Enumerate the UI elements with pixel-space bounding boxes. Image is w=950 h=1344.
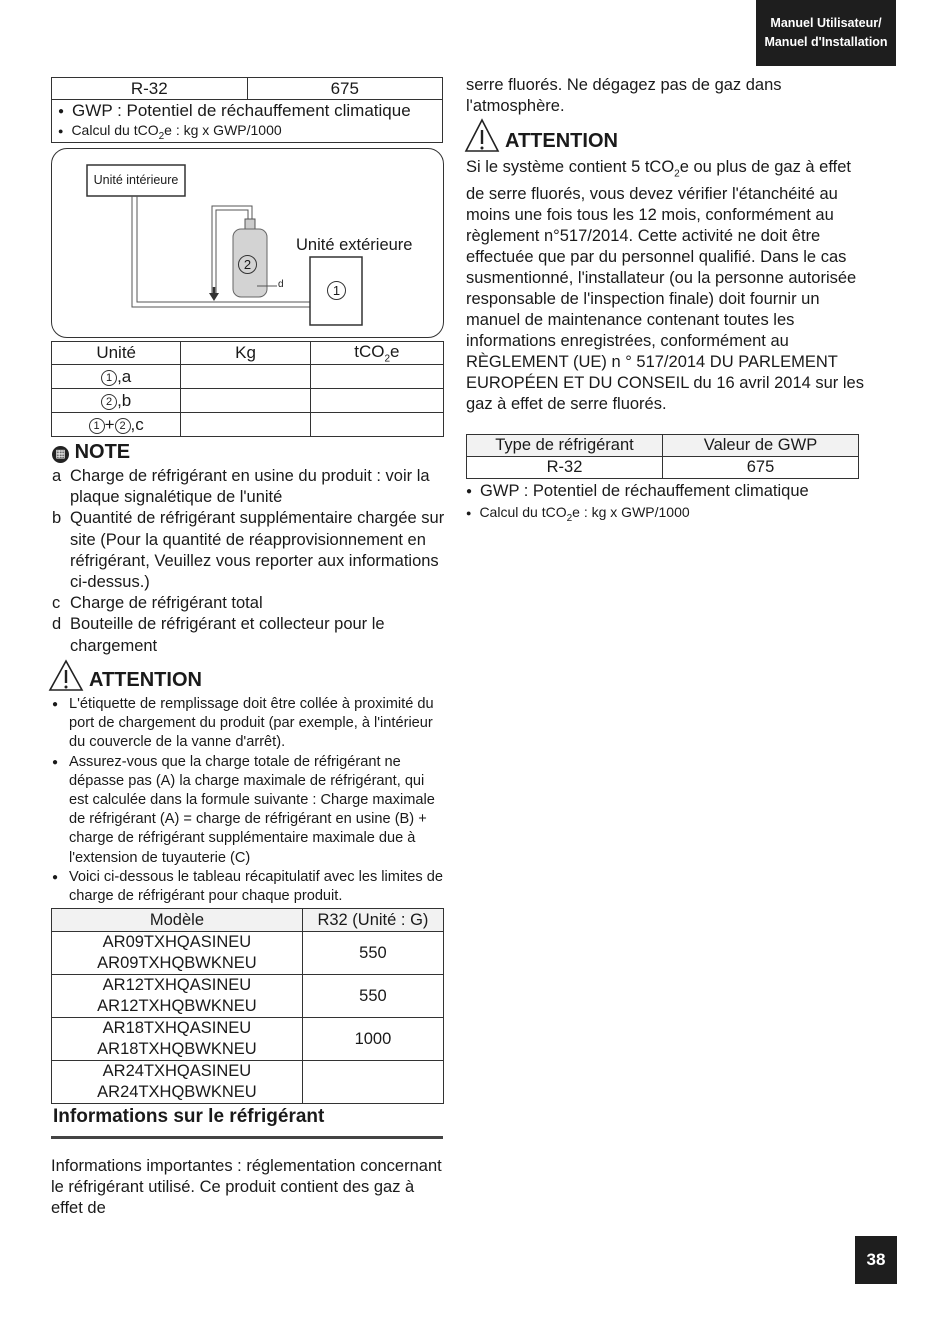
charge-header-kg: Kg [181, 342, 310, 365]
calc-note-cell [52, 121, 443, 143]
manual-title-line1: Manuel Utilisateur/ [770, 16, 882, 30]
model-cell: AR18TXHQASINEU AR18TXHQBWKNEU [52, 1018, 303, 1061]
tco2-calc-note-right: ● Calcul du tCO$_2$e : kg x GWP/1000 [466, 504, 690, 524]
manual-title-badge [756, 0, 896, 66]
tco2-calc-note: ● Calcul du tCO$_2$e : kg x GWP/1000 [58, 122, 282, 138]
refrigerant-type-cell: R-32 [467, 457, 663, 479]
attention-item: ● L'étiquette de remplissage doit être collée à proximité du port de chargement du produit (par exemple, à l'intérieur du couvercle de la vanne d'arrêt). [52, 696, 434, 751]
note-heading: ▦ NOTE [52, 441, 130, 464]
charge-row-b: 2 ,b [52, 389, 181, 413]
gwp-note-cell [52, 100, 443, 122]
marker-d: d [278, 279, 284, 290]
refrigerant-info-text: Informations importantes : réglementation concernant le réfrigérant utilisé. Ce produit contient des gaz à effet de [51, 1157, 442, 1217]
model-cell: AR12TXHQASINEU AR12TXHQBWKNEU [52, 975, 303, 1018]
charge-cell-empty [310, 389, 443, 413]
refrigerant-type-header: Type de réfrigérant [467, 435, 663, 457]
model-cell: AR09TXHQASINEU AR09TXHQBWKNEU [52, 932, 303, 975]
note-icon: ▦ [52, 446, 69, 463]
model-cell: AR24TXHQASINEU AR24TXHQBWKNEU [52, 1061, 303, 1104]
gwp-table [51, 77, 443, 143]
note-item: d Bouteille de réfrigérant et collecteur pour le chargement [52, 615, 385, 655]
gwp-definition-right: ● GWP : Potentiel de réchauffement climatique [466, 482, 809, 501]
indoor-unit-label: Unité intérieure [93, 173, 179, 187]
attention-item: ● Voici ci-dessous le tableau récapitulatif avec les limites de charge de réfrigérant pour chaque produit. [52, 868, 443, 905]
charging-diagram [51, 148, 444, 338]
r32-value-cell [302, 1061, 443, 1104]
note-list [52, 466, 447, 657]
note-item: c Charge de réfrigérant total [52, 594, 263, 613]
r32-header: R32 (Unité : G) [302, 909, 443, 932]
charge-cell-empty [181, 365, 310, 389]
refrigerant-gwp-table [466, 434, 859, 479]
model-limits-table [51, 908, 444, 1104]
page-number: 38 [855, 1236, 897, 1284]
marker-2-cylinder: 2 [238, 255, 257, 275]
charge-row-c: 1 + 2 ,c [52, 413, 181, 437]
charge-header-tco2e: tCO$_2$e [310, 342, 443, 365]
warning-icon [48, 659, 84, 691]
r32-value-cell: 550 [302, 975, 443, 1018]
gwp-value-cell: 675 [247, 78, 443, 100]
attention-text-right: Si le système contient 5 tCO$_2$e ou plus de gaz à effet de serre fluorés, vous devez vérifier l'étanchéité au moins une fois tous les 12 mois, conformément au règlement n°517/2014. Cette activité ne doit être effectuée que par du personnel qualifié. Dans le cas susmentionné, l'installateur (ou la personne autorisée responsable de l'inspection finale) doit fournir un manuel de maintenance contenant toutes les informations enregistrées, conformément au RÈGLEMENT (UE) n ° 517/2014 DU PARLEMENT EUROPÉEN ET DU CONSEIL du 16 avril 2014 sur les gaz à effet de serre fluorés. [466, 158, 864, 414]
attention-item: ● Assurez-vous que la charge totale de réfrigérant ne dépasse pas (A) la charge maximale de réfrigérant, qui est calculée dans la formule suivante : Charge maximale de réfrigérant (A) = charge de réfrigérant en usine (B) + charge de réfrigérant supplémentaire maximale due à l'extension de tuyauterie (C) [52, 753, 435, 866]
charge-cell-empty [310, 413, 443, 437]
r32-value-cell: 1000 [302, 1018, 443, 1061]
r32-value-cell: 550 [302, 932, 443, 975]
charge-table [51, 341, 444, 437]
attention-heading-left: ATTENTION [48, 659, 202, 691]
charge-cell-empty [181, 389, 310, 413]
attention-heading-right: ATTENTION [464, 118, 618, 152]
charge-header-unit: Unité [52, 342, 181, 365]
charge-cell-empty [310, 365, 443, 389]
section-title: Informations sur le réfrigérant [53, 1106, 325, 1127]
note-item: a Charge de réfrigérant en usine du produit : voir la plaque signalétique de l'unité [52, 467, 430, 507]
continued-text: serre fluorés. Ne dégagez pas de gaz dans l'atmosphère. [466, 76, 782, 115]
section-divider [51, 1136, 443, 1139]
charge-row-a: 1 ,a [52, 365, 181, 389]
gwp-refrigerant-cell: R-32 [52, 78, 248, 100]
outdoor-unit-label: Unité extérieure [296, 236, 413, 254]
marker-1-outdoor: 1 [327, 281, 346, 301]
gwp-value-header: Valeur de GWP [663, 435, 859, 457]
charge-cell-empty [181, 413, 310, 437]
attention-list-left [52, 695, 447, 906]
model-header: Modèle [52, 909, 303, 932]
manual-title-line2: Manuel d'Installation [764, 35, 888, 49]
note-item: b Quantité de réfrigérant supplémentaire chargée sur site (Pour la quantité de réapprovisionnement en réfrigérant, Veuillez vous reporter aux informations ci-dessus.) [52, 509, 445, 592]
gwp-definition: ● GWP : Potentiel de réchauffement climatique [58, 101, 411, 120]
warning-icon [464, 118, 500, 152]
gwp-value-cell: 675 [663, 457, 859, 479]
